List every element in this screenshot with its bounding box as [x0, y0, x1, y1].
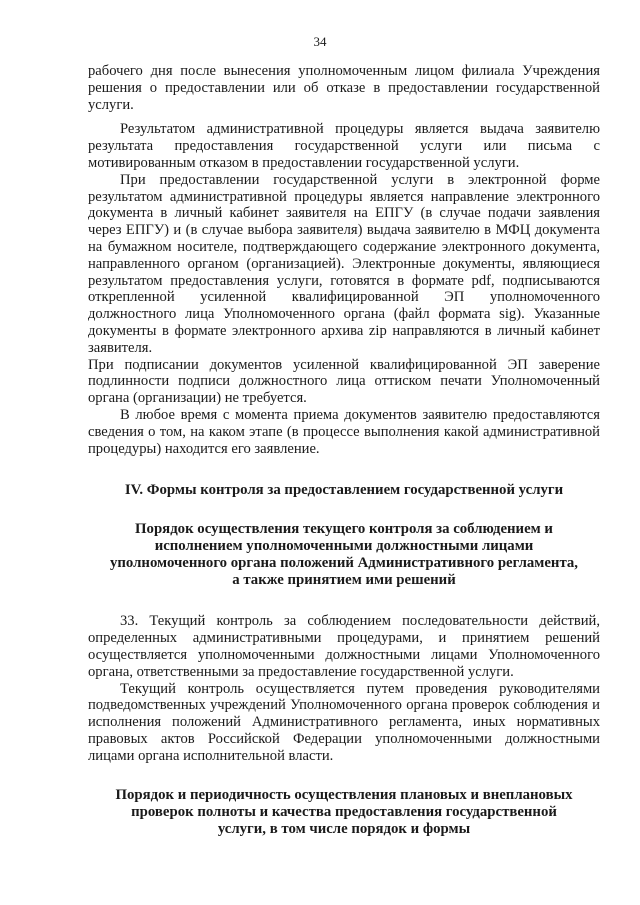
paragraph: 33. Текущий контроль за соблюдением последовательности действий, определенных административными процедурами, и принятием решений осуществляется уполномоченными должностными лицами Уполномоченного органа, ответственными за предоставление государственной услуги.	[88, 613, 600, 680]
paragraph: Текущий контроль осуществляется путем проведения руководителями подведомственных учреждений Уполномоченного органа проверок соблюдения и исполнения положений Административного регламента, иных нормативных правовых актов Российской Федерации уполномоченными должностными лицами органа исполнительной власти.	[88, 680, 600, 764]
paragraph: При предоставлении государственной услуги в электронной форме результатом административной процедуры является направление электронного документа в личный кабинет заявителя на ЕПГУ (в случае подачи заявления через ЕПГУ) и (в случае выбора заявителя) выдача заявителю в МФЦ документа на бумажном носителе, подтверждающего содержание электронного документа, направленного органом (организацией). Электронные документы, являющиеся результатом предоставления услуги, готовятся в формате pdf, подписываются открепленной усиленной квалифицированной ЭП уполномоченного должностного лица Уполномоченного органа (файл формата sig). Указанные документы в формате электронного архива zip направляются в личный кабинет заявителя.	[88, 171, 600, 356]
paragraph: Результатом административной процедуры является выдача заявителю результата предоставления государственной услуги или письма с мотивированным отказом в предоставлении государственной услуги.	[88, 121, 600, 171]
subsection-heading: Порядок и периодичность осуществления плановых и внеплановых проверок полноты и качества предоставления государственной услуги, в том числе порядок и формы	[115, 786, 573, 837]
paragraph: В любое время с момента приема документов заявителю предоставляются сведения о том, на каком этапе (в процессе выполнения какой административной процедуры) находится его заявление.	[88, 406, 600, 457]
subsection-heading: Порядок осуществления текущего контроля за соблюдением и исполнением уполномоченными должностными лицами уполномоченного органа положений Административного регламента, а также принятием ими решений	[109, 521, 578, 589]
document-body	[88, 63, 600, 838]
paragraph: рабочего дня после вынесения уполномоченным лицом филиала Учреждения решения о предоставлении или об отказе в предоставлении государственной услуги.	[88, 63, 600, 113]
paragraph: При подписании документов усиленной квалифицированной ЭП заверение подлинности подписи должностного лица оттиском печати Уполномоченный органа (организации) не требуется.	[88, 356, 600, 407]
section-heading: IV. Формы контроля за предоставлением государственной услуги	[124, 482, 564, 499]
page-number: 34	[313, 34, 327, 49]
